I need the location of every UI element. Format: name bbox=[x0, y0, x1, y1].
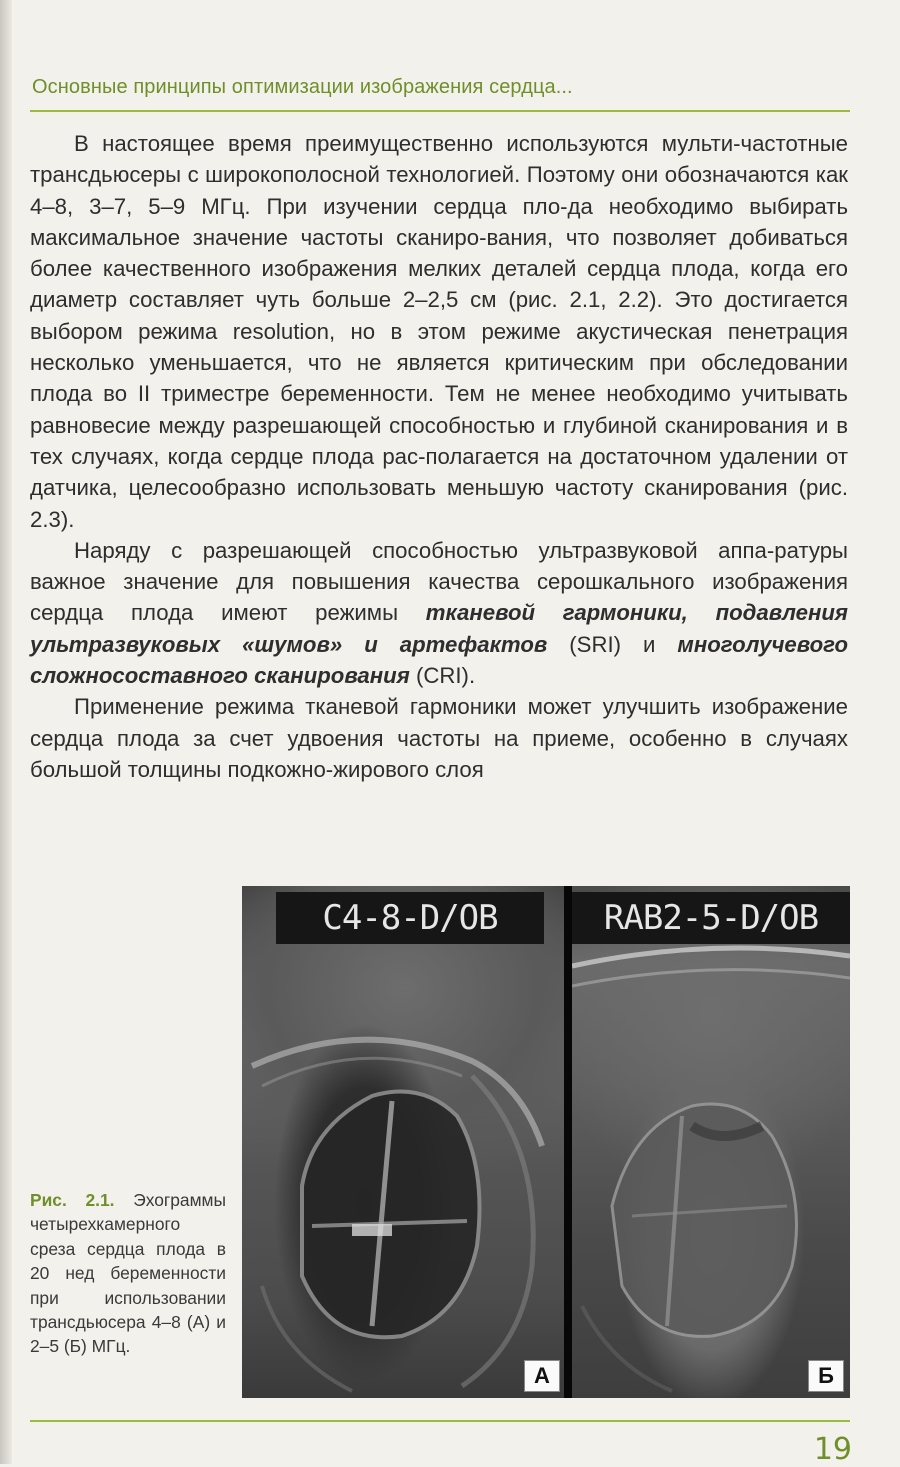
caption-text: Эхограммы четырехкамерного среза сердца плода в 20 нед беременности при использовании трансдьюсера 4–8 (А) и 2–5 (Б) МГц. bbox=[30, 1190, 226, 1357]
echogram-panel-a bbox=[242, 886, 564, 1398]
paragraph-1: В настоящее время преимущественно используются мульти-частотные трансдьюсеры с широкополосной технологией. Поэтому они обозначаются как 4–8, 3–7, 5–9 МГц. При изучении сердца пло-да необходимо выбирать максимальное значение частоты сканиро-вания, что позволяет добиваться более качественного изображения мелких деталей сердца плода, когда его диаметр составляет чуть больше 2–2,5 см (рис. 2.1, 2.2). Это достигается выбором режима resolution, но в этом режиме акустическая пенетрация несколько уменьшается, что не является критическим при обследовании плода во II триместре беременности. Тем не менее необходимо учитывать равновесие между разрешающей способностью и глубиной сканирования и в тех случаях, когда сердце плода рас-полагается на достаточном удалении от датчика, целесообразно использовать меньшую частоту сканирования (рис. 2.3). bbox=[30, 131, 848, 532]
probe-label-a: C4-8-D/OB bbox=[276, 892, 544, 944]
running-header: Основные принципы оптимизации изображения сердца... bbox=[32, 76, 573, 98]
paragraph-2 bbox=[30, 535, 848, 691]
echogram-a-image bbox=[242, 886, 564, 1398]
body-text bbox=[30, 128, 848, 785]
caption-label: Рис. 2.1. bbox=[30, 1190, 115, 1210]
page-number: 19 bbox=[813, 1432, 852, 1467]
figure-caption bbox=[30, 1188, 226, 1359]
footer-rule bbox=[30, 1420, 850, 1422]
figure-echogram bbox=[242, 886, 850, 1398]
probe-label-b: RAB2-5-D/OB bbox=[572, 892, 850, 944]
echogram-panel-b bbox=[572, 886, 850, 1398]
term-harmonic-srt: тканевой гармоники, подавления ультразвуковых «шумов» и артефактов bbox=[30, 600, 848, 657]
panel-letter-a: А bbox=[524, 1360, 560, 1392]
panel-divider bbox=[564, 886, 572, 1398]
header-rule bbox=[30, 110, 850, 112]
paragraph-2-text-a: Наряду с разрешающей способностью ультразвуковой аппа-ратуры важное значение для повышения качества серошкального изображения сердца плода имеют режимы bbox=[30, 537, 848, 626]
panel-letter-b: Б bbox=[808, 1360, 844, 1392]
paragraph-2-text-e: (CRI). bbox=[409, 663, 476, 689]
paragraph-3: Применение режима тканевой гармоники может улучшить изображение сердца плода за счет удвоения частоты на приеме, особенно в случаях большой толщины подкожно-жирового слоя bbox=[30, 694, 848, 782]
paragraph-2-text-c: (SRI) и bbox=[547, 631, 678, 657]
echogram-b-image bbox=[572, 886, 850, 1398]
term-compound-scan: многолучевого сложносоставного сканирования bbox=[30, 631, 848, 689]
page-binding-edge bbox=[0, 0, 12, 1464]
